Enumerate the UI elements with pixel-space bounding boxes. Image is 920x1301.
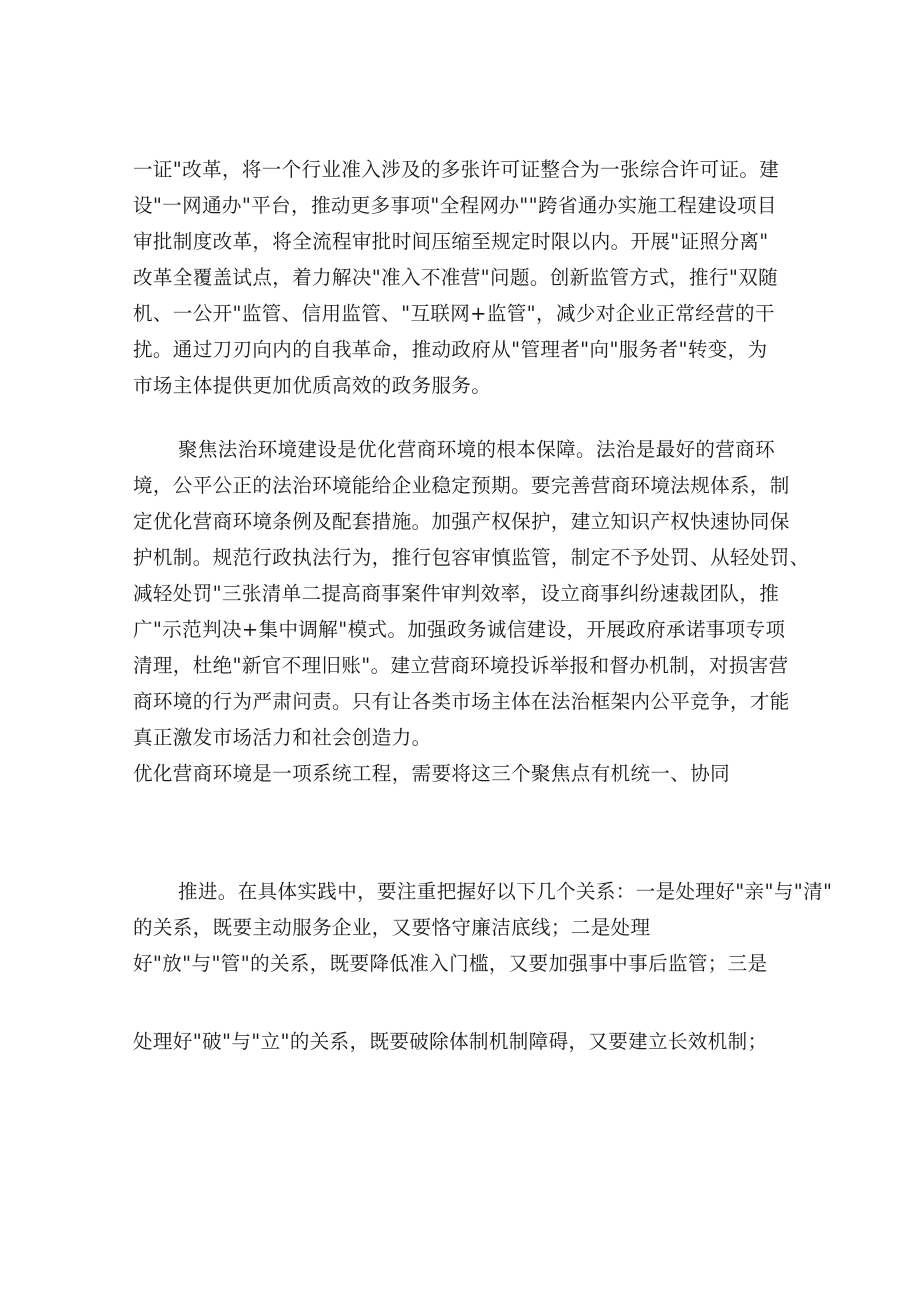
paragraph-first-line: 推进。在具体实践中，要注重把握好以下几个关系：一是处理好"亲"与"清" (178, 880, 833, 903)
text-line: 审批制度改革，将全流程审批时间压缩至规定时限以内。开展"证照分离" (133, 230, 769, 253)
text-line: 清理，杜绝"新官不理旧账"。建立营商环境投诉举报和督办机制，对损害营 (133, 654, 789, 677)
text-line: 商环境的行为严肃问责。只有让各类市场主体在法治框架内公平竞争，才能 (133, 690, 790, 713)
text-line: 处理好"破"与"立"的关系，既要破除体制机制障碍，又要建立长效机制； (133, 1030, 768, 1053)
text-line: 定优化营商环境条例及配套措施。加强产权保护，建立知识产权快速协同保 (133, 510, 790, 533)
text-line: 一证"改革，将一个行业准入涉及的多张许可证整合为一张综合许可证。建 (133, 158, 780, 181)
text-line: 市场主体提供更加优质高效的政务服务。 (133, 374, 492, 397)
text-line: 优化营商环境是一项系统工程，需要将这三个聚焦点有机统一、协同 (133, 762, 731, 785)
paragraph-first-line: 聚焦法治环境建设是优化营商环境的根本保障。法治是最好的营商环 (178, 438, 776, 461)
text-line: 好"放"与"管"的关系，既要降低准入门槛，又要加强事中事后监管；三是 (133, 952, 768, 975)
text-line: 改革全覆盖试点，着力解决"准入不准营"问题。创新监管方式，推行"双随 (133, 266, 779, 289)
text-line: 真正激发市场活力和社会创造力。 (133, 726, 432, 749)
text-line: 扰。通过刀刃向内的自我革命，推动政府从"管理者"向"服务者"转变，为 (133, 338, 768, 361)
text-line: 设"一网通办"平台，推动更多事项"全程网办""跨省通办实施工程建设项目 (133, 194, 777, 217)
text-line: 减轻处罚"三张清单二提高商事案件审判效率，设立商事纠纷速裁团队，推 (133, 582, 780, 605)
text-line: 机、一公开"监管、信用监管、"互联网+监管"，减少对企业正常经营的干 (133, 302, 775, 325)
text-line: 的关系，既要主动服务企业，又要恪守廉洁底线；二是处理 (133, 916, 651, 939)
text-line: 境，公平公正的法治环境能给企业稳定预期。要完善营商环境法规体系，制 (133, 474, 790, 497)
text-line: 广"示范判决+集中调解"模式。加强政务诚信建设，开展政府承诺事项专项 (133, 618, 786, 641)
text-line: 护机制。规范行政执法行为，推行包容审慎监管，制定不予处罚、从轻处罚、 (133, 546, 810, 569)
